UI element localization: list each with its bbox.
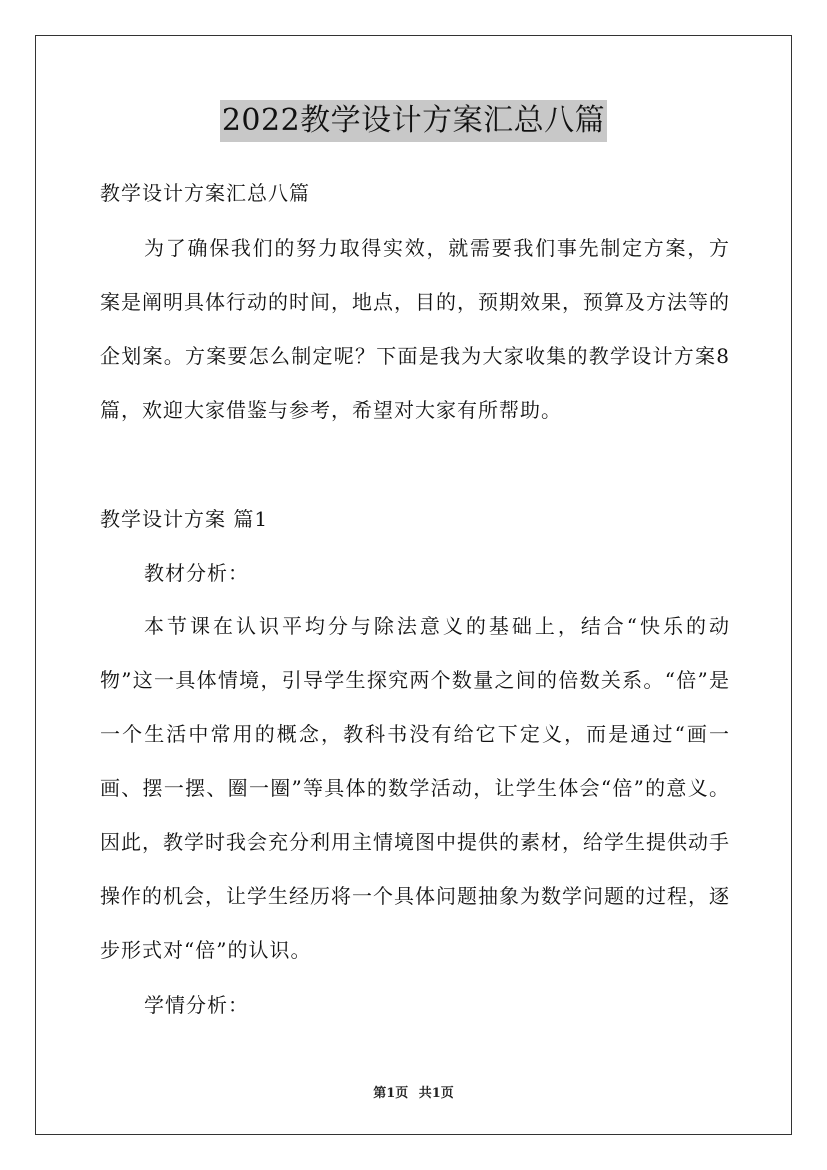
page-footer [0,1082,827,1101]
learning-analysis-label: 学情分析： [144,993,249,1017]
document-title: 2022教学设计方案汇总八篇 [220,100,607,142]
page-number: 第1页 [373,1086,409,1101]
textbook-analysis-label: 教材分析： [144,561,249,585]
intro-paragraph: 为了确保我们的努力取得实效，就需要我们事先制定方案，方案是阐明具体行动的时间，地点，目的，预期效果，预算及方法等的企划案。方案要怎么制定呢？下面是我为大家收集的教学设计方案8篇，欢迎大家借鉴与参考，希望对大家有所帮助。 [100,236,730,422]
textbook-analysis-paragraph: 本节课在认识平均分与除法意义的基础上，结合“快乐的动物”这一具体情境，引导学生探究两个数量之间的倍数关系。“倍”是一个生活中常用的概念，教科书没有给它下定义，而是通过“画一画、摆一摆、圈一圈”等具体的数学活动，让学生体会“倍”的意义。因此，教学时我会充分利用主情境图中提供的素材，给学生提供动手操作的机会，让学生经历将一个具体问题抽象为数学问题的过程，逐步形式对“倍”的认识。 [100,614,730,962]
section-heading: 教学设计方案 篇1 [100,507,269,531]
page-total: 共1页 [418,1086,454,1101]
title-wrap [0,100,827,142]
document-subtitle: 教学设计方案汇总八篇 [100,181,310,205]
